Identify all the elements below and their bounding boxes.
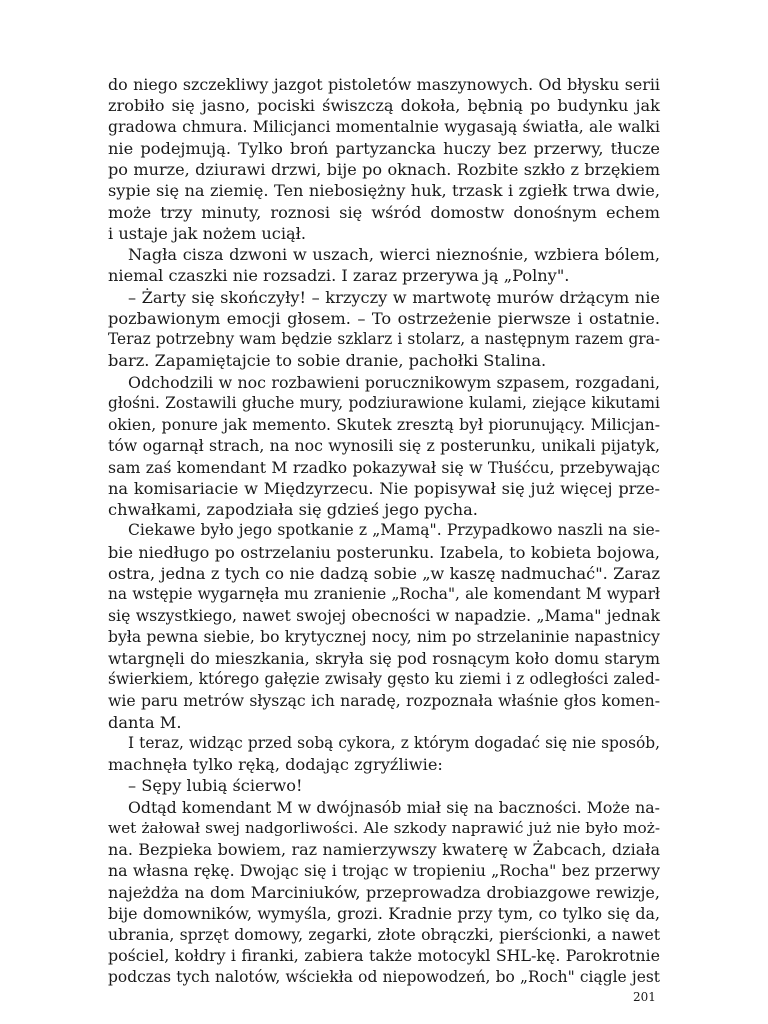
- text-line: pościel, kołdry i firanki, zabiera także motocykl SHL-kę. Parokrotnie: [108, 946, 660, 966]
- text-line: pozbawionym emocji głosem. – To ostrzeżenie pierwsze i ostatnie.: [108, 308, 660, 328]
- text-line: była pewna siebie, bo krytycznej nocy, nim po strzelaninie napastnicy: [108, 627, 660, 646]
- text-line: się wszystkiego, nawet swojej obecności w napadzie. „Mama" jednak: [108, 606, 660, 626]
- text-line: I teraz, widząc przed sobą cykora, z którym dogadać się nie sposób,: [128, 733, 660, 752]
- text-line: Teraz potrzebny wam będzie szklarz i stolarz, a następnym razem gra-: [108, 330, 660, 348]
- text-line: okien, ponure jak memento. Skutek zresztą był piorunujący. Milicjan-: [108, 415, 660, 434]
- text-line: bije domowników, wymyśla, grozi. Kradnie przy tym, co tylko się da,: [108, 903, 660, 923]
- text-line: bie niedługo po ostrzelaniu posterunku. Izabela, to kobieta bojowa,: [108, 542, 660, 562]
- text-line: Odtąd komendant M w dwójnasób miał się na baczności. Może na-: [128, 797, 660, 817]
- text-line: sypie się na ziemię. Ten niebosiężny huk, trzask i zgiełk trwa dwie,: [108, 181, 660, 201]
- text-line: na własna rękę. Dwojąc się i trojąc w tropieniu „Rocha" bez przerwy: [108, 861, 660, 881]
- text-line: do niego szczekliwy jazgot pistoletów maszynowych. Od błysku serii: [108, 75, 660, 94]
- text-line: danta M.: [108, 712, 182, 732]
- text-line: sam zaś komendant M rzadko pokazywał się w Tłuśćcu, przebywając: [108, 457, 660, 477]
- text-line: na wstępie wygarnęła mu zranienie „Rocha", ale komendant M wyparł: [108, 585, 660, 603]
- text-line: Odchodzili w noc rozbawieni porucznikowym szpasem, rozgadani,: [128, 372, 660, 392]
- text-line: wet żałował swej nadgorliwości. Ale szkody naprawić już nie było moż-: [108, 818, 660, 837]
- text-line: ostra, jedna z tych co nie dadzą sobie „w kaszę nadmuchać". Zaraz: [108, 563, 660, 583]
- text-line: wtargnęli do mieszkania, skryła się pod rosnącym koło domu starym: [108, 648, 660, 668]
- text-line: ubrania, sprzęt domowy, zegarki, złote obrączki, pierścionki, a nawet: [108, 925, 660, 944]
- text-line: machnęła tylko ręką, dodając zgryźliwie:: [108, 755, 443, 774]
- text-line: barz. Zapamiętajcie to sobie dranie, pachołki Stalina.: [108, 351, 547, 371]
- text-line: – Sępy lubią ścierwo!: [128, 776, 303, 796]
- text-line: i ustaje jak nożem uciął.: [108, 223, 307, 243]
- text-line: Ciekawe było jego spotkanie z „Mamą". Przypadkowo naszli na sie-: [128, 521, 660, 540]
- text-line: głośni. Zostawili głuche mury, podziurawione kulami, ziejące kikutami: [108, 393, 660, 412]
- text-line: niemal czaszki nie rozsadzi. I zaraz przerywa ją „Polny".: [108, 266, 570, 286]
- text-line: gradowa chmura. Milicjanci momentalnie wygasają światła, ale walki: [108, 117, 660, 136]
- text-line: na komisariacie w Międzyrzecu. Nie popisywał się już więcej prze-: [108, 478, 660, 498]
- body-text: [108, 74, 660, 988]
- text-line: Nagła cisza dzwoni w uszach, wierci nieznośnie, wzbiera bólem,: [128, 245, 660, 264]
- text-line: może trzy minuty, roznosi się wśród domostw donośnym echem: [108, 202, 660, 222]
- text-line: najeżdża na dom Marciniuków, przeprowadza drobiazgowe rewizje,: [108, 882, 660, 902]
- text-line: wie paru metrów słysząc ich naradę, rozpoznała właśnie głos komen-: [108, 691, 660, 711]
- page-number: 201: [633, 990, 656, 1004]
- text-line: po murze, dziurawi drzwi, bije po oknach. Rozbite szkło z brzękiem: [108, 160, 660, 179]
- text-line: zrobiło się jasno, pociski świszczą dokoła, bębnią po budynku jak: [108, 96, 660, 116]
- text-line: nie podejmują. Tylko broń partyzancka huczy bez przerwy, tłucze: [108, 138, 660, 158]
- text-line: chwałkami, zapodziała się gdzieś jego pycha.: [108, 500, 478, 519]
- text-line: na. Bezpieka bowiem, raz namierzywszy kwaterę w Żabcach, działa: [108, 840, 660, 859]
- text-line: tów ogarnął strach, na noc wynosili się z posterunku, unikali pijatyk,: [108, 436, 660, 456]
- text-line: podczas tych nalotów, wściekła od niepowodzeń, bo „Roch" ciągle jest: [108, 967, 660, 986]
- text-line: – Żarty się skończyły! – krzyczy w martwotę murów drżącym nie: [128, 287, 660, 307]
- text-line: świerkiem, którego gałęzie zwisały gęsto ku ziemi i z odległości zaled-: [108, 670, 660, 688]
